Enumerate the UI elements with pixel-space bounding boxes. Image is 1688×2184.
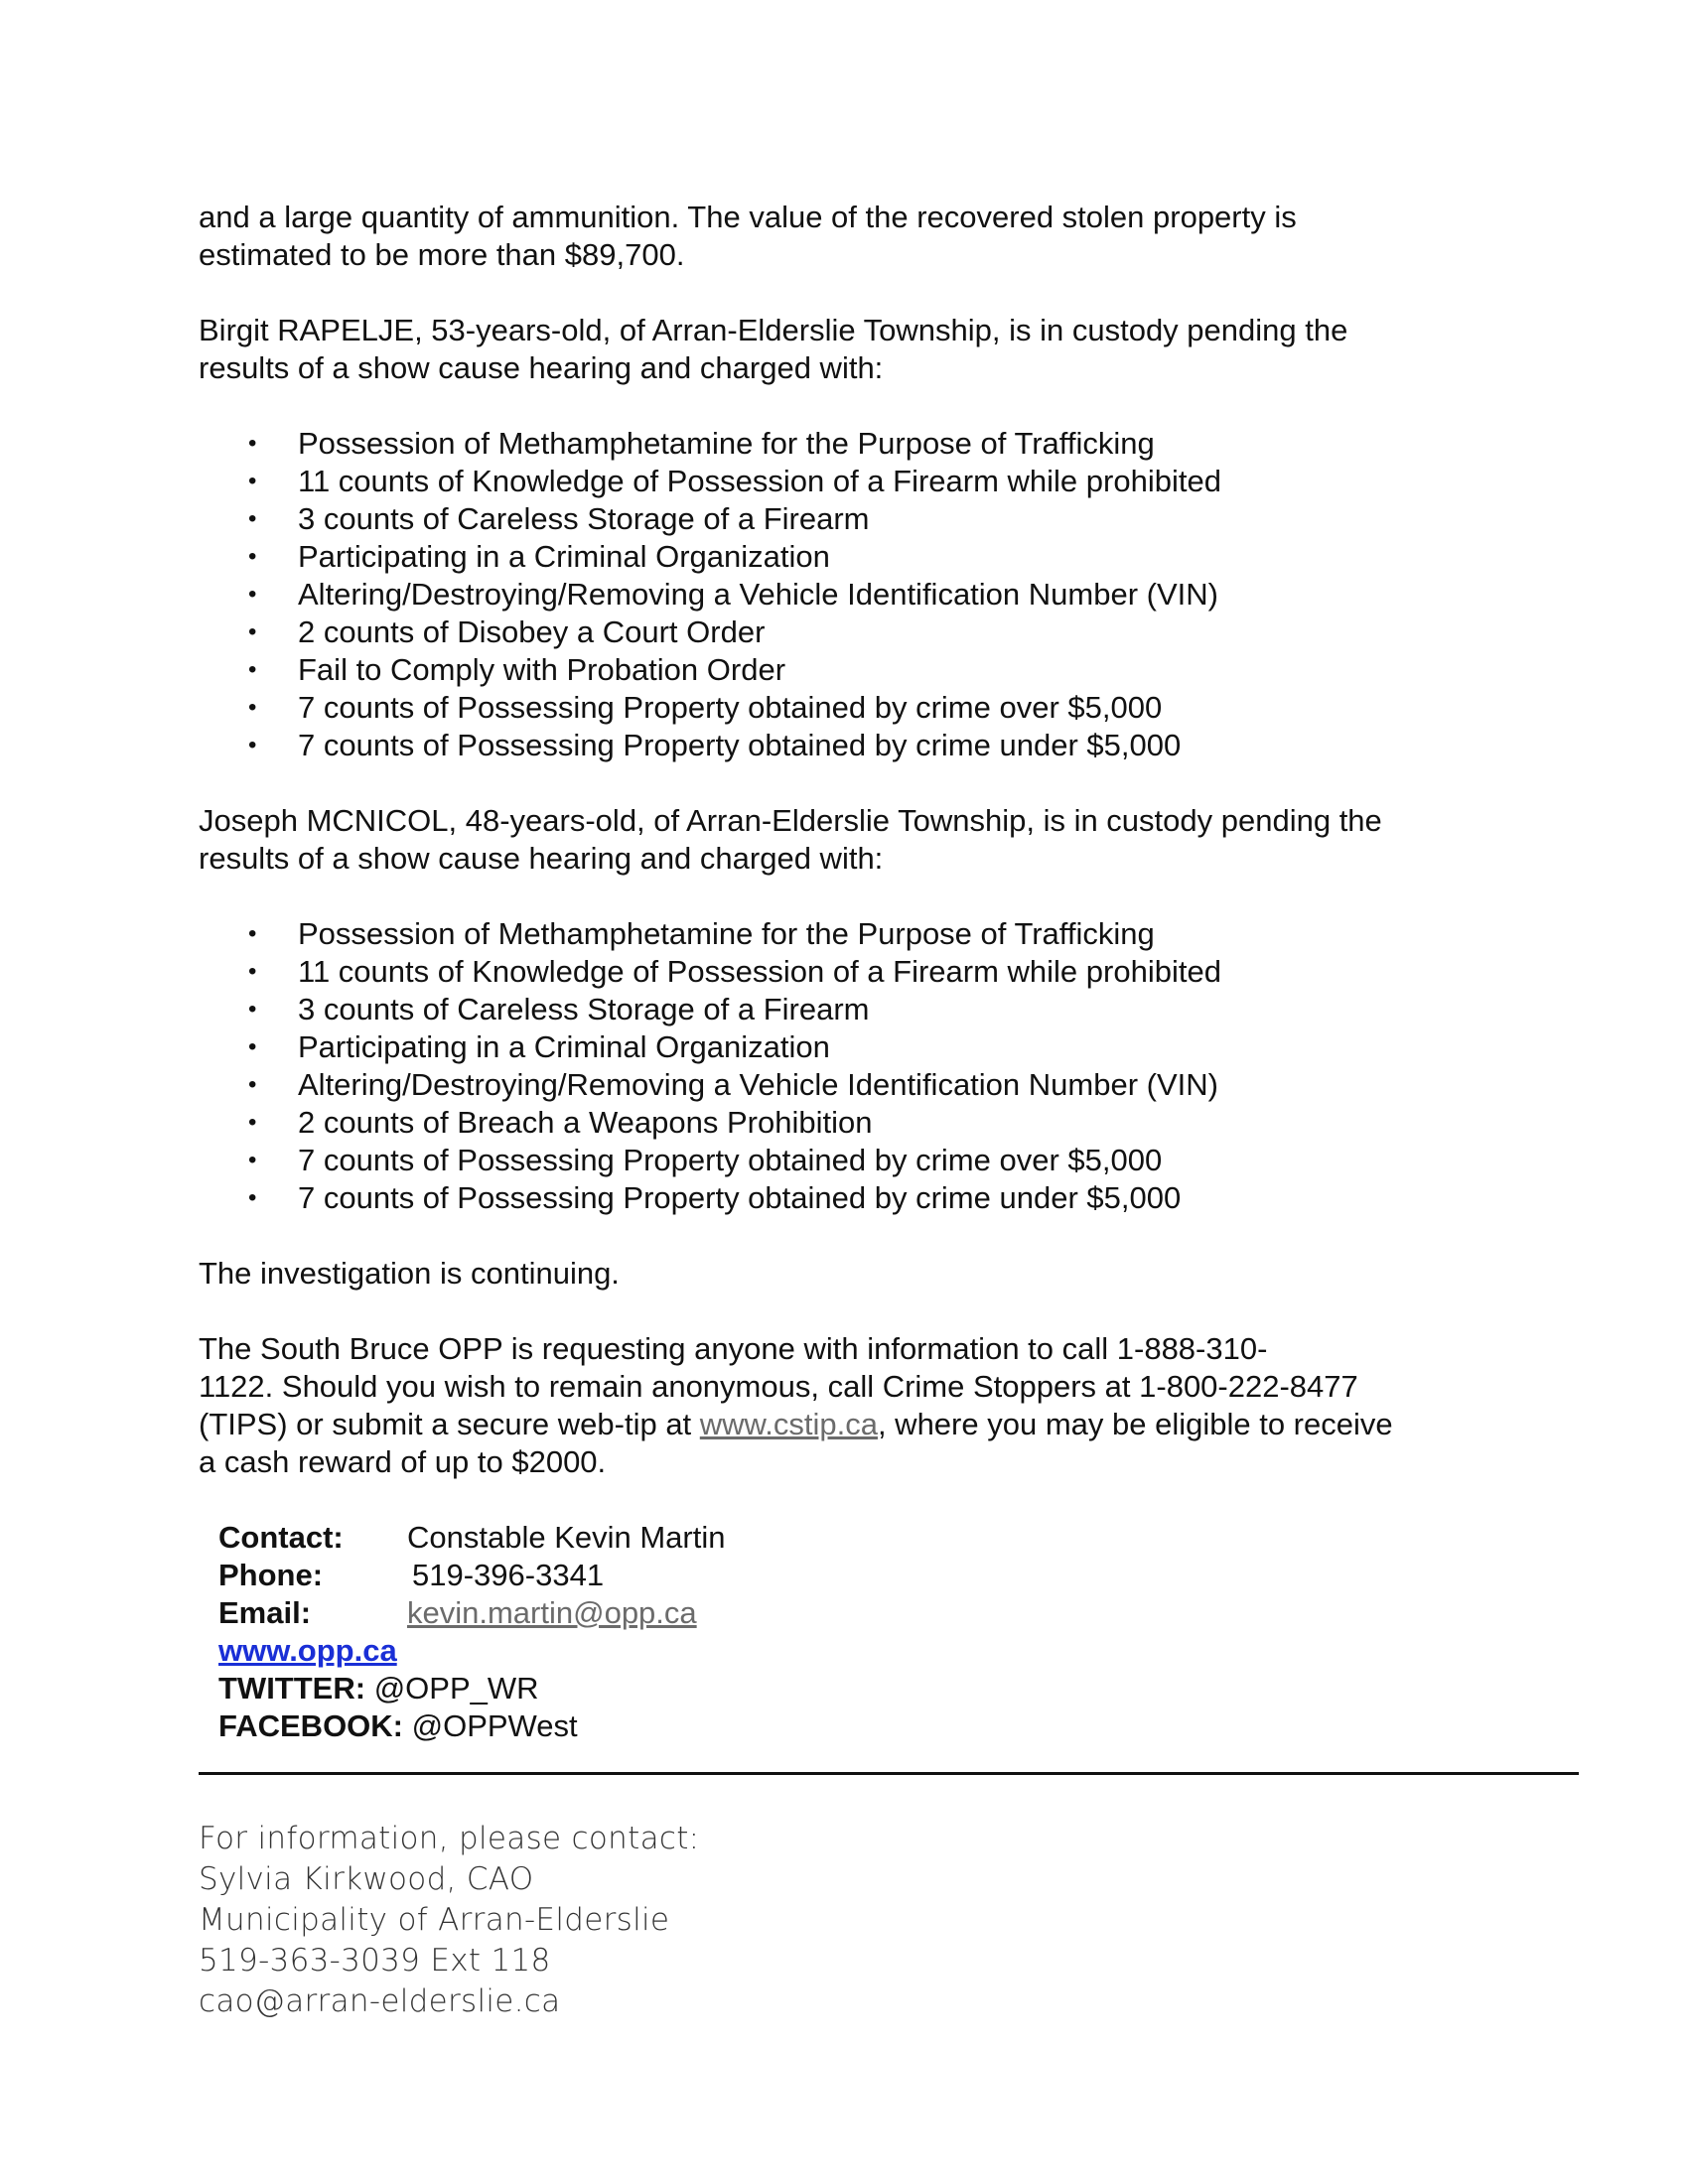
mcnicol-intro-line-1: Joseph MCNICOL, 48-years-old, of Arran-Elderslie Township, is in custody pending the [199,803,1382,838]
footer-phone: 519-363-3039 Ext 118 [199,1943,551,1979]
intro-paragraph [199,199,1519,274]
investigation-paragraph: The investigation is continuing. [199,1256,620,1291]
twitter-row [218,1670,1519,1707]
phone-row [218,1557,1519,1594]
intro-line-2: estimated to be more than $89,700. [199,237,685,272]
list-item: • Altering/Destroying/Removing a Vehicle Identification Number (VIN) [298,1066,1519,1104]
list-item: • Participating in a Criminal Organization [298,1028,1519,1066]
website-row [218,1632,1519,1670]
request-paragraph [199,1330,1519,1481]
contact-block [218,1519,1519,1745]
footer-contact-block [199,1819,699,2022]
email-label: Email: [218,1595,312,1630]
mcnicol-intro-line-2: results of a show cause hearing and charged with: [199,841,884,876]
list-item: • 3 counts of Careless Storage of a Firearm [298,500,1519,538]
footer-email: cao@arran-elderslie.ca [199,1983,561,2019]
list-item: • 3 counts of Careless Storage of a Firearm [298,991,1519,1028]
request-line-2: 1122. Should you wish to remain anonymous, call Crime Stoppers at 1-800-222-8477 [199,1369,1358,1404]
list-item: • Possession of Methamphetamine for the Purpose of Trafficking [298,425,1519,463]
document-body [199,199,1519,1745]
mcnicol-paragraph [199,802,1519,878]
list-item: • Participating in a Criminal Organization [298,538,1519,576]
footer-heading: For information, please contact: [199,1821,700,1856]
footer-organization: Municipality of Arran-Elderslie [199,1902,670,1938]
contact-label: Contact: [218,1520,344,1555]
rapelje-charges-list [199,425,1519,764]
rapelje-intro-line-2: results of a show cause hearing and charged with: [199,350,884,385]
cstip-link[interactable]: www.cstip.ca [699,1407,878,1441]
phone-label: Phone: [218,1558,324,1592]
footer-name: Sylvia Kirkwood, CAO [199,1861,534,1897]
facebook-label: FACEBOOK: [218,1708,403,1743]
list-item: • 2 counts of Breach a Weapons Prohibition [298,1104,1519,1142]
request-line-1: The South Bruce OPP is requesting anyone with information to call 1-888-310- [199,1331,1268,1366]
section-divider [199,1772,1579,1775]
twitter-label: TWITTER: [218,1671,366,1706]
contact-row [218,1519,1519,1557]
list-item: • 7 counts of Possessing Property obtained by crime over $5,000 [298,1142,1519,1179]
facebook-handle: @OPPWest [403,1708,578,1743]
list-item: • 11 counts of Knowledge of Possession of a Firearm while prohibited [298,953,1519,991]
list-item: • Possession of Methamphetamine for the Purpose of Trafficking [298,915,1519,953]
list-item: • 7 counts of Possessing Property obtained by crime over $5,000 [298,689,1519,727]
list-item: • 7 counts of Possessing Property obtained by crime under $5,000 [298,727,1519,764]
email-link[interactable]: kevin.martin@opp.ca [407,1595,697,1630]
list-item: • 11 counts of Knowledge of Possession of a Firearm while prohibited [298,463,1519,500]
intro-line-1: and a large quantity of ammunition. The value of the recovered stolen property is [199,200,1297,234]
rapelje-paragraph [199,312,1519,387]
email-row [218,1594,1519,1632]
list-item: • 2 counts of Disobey a Court Order [298,614,1519,651]
list-item: • 7 counts of Possessing Property obtained by crime under $5,000 [298,1179,1519,1217]
contact-value: Constable Kevin Martin [407,1520,726,1555]
facebook-row [218,1707,1519,1745]
phone-value: 519-396-3341 [412,1558,605,1592]
request-line-3-before: (TIPS) or submit a secure web-tip at [199,1407,700,1441]
rapelje-intro-line-1: Birgit RAPELJE, 53-years-old, of Arran-Elderslie Township, is in custody pending the [199,313,1348,347]
mcnicol-charges-list [199,915,1519,1217]
website-link[interactable]: www.opp.ca [218,1633,397,1668]
twitter-handle: @OPP_WR [365,1671,539,1706]
request-line-3-after: , where you may be eligible to receive [877,1407,1393,1441]
list-item: • Altering/Destroying/Removing a Vehicle Identification Number (VIN) [298,576,1519,614]
request-line-4: a cash reward of up to $2000. [199,1444,607,1479]
list-item: • Fail to Comply with Probation Order [298,651,1519,689]
